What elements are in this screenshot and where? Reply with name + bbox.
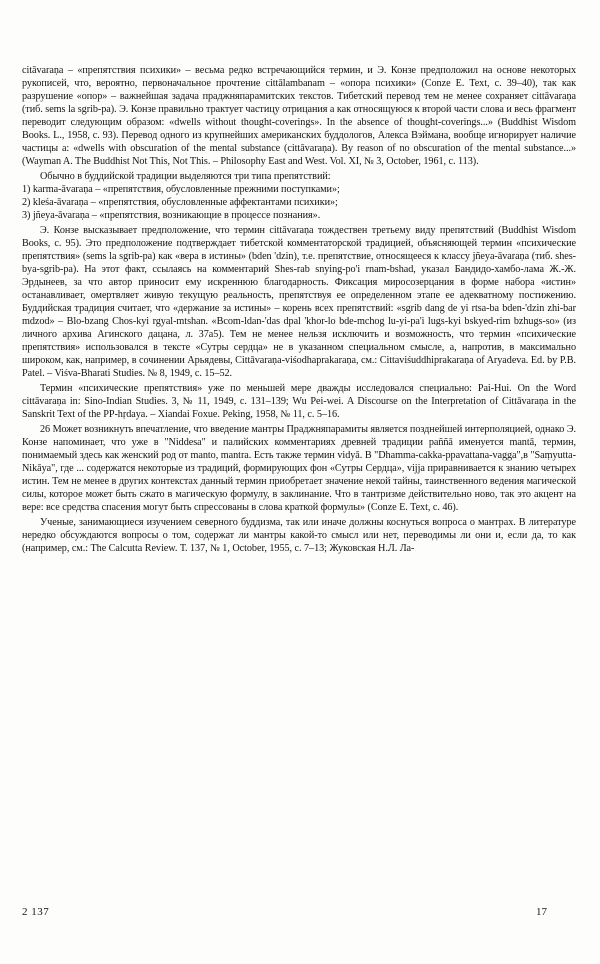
paragraph-obstacle-types-intro: Обычно в буддийской традиции выделяются три типа препятствий:: [40, 171, 331, 182]
paragraph-conze-hypothesis: Э. Конзе высказывает предположение, что термин cittāvaraṇa тождествен третьему виду препятствий (Buddhist Wisdom Books, с. 95). Это предположение подтверждает тибетской комментаторской традицией, объясняющей термин «психические препятствия» (sems la sgrib-pa) как «вера в истины» (bden 'dzin), т.е. препятствие, относящееся к классу jñeya-āvaraṇa (тиб. shes-bya-sgrib-pa). На этот факт, ссылаясь на комментарий Shes-rab snying-po'i rnam-bshad, указал Бандидо-хамбо-лама Ж.-Ж. Эрдынеев, за что автор приносит ему искреннюю благодарность. Фиксация миросозерцания в форме набора «истин» останавливает, омертвляет живую текущую реальность, препятствуя ее определенном этапе ее адекватному постижению. Буддийская традиция считает, что «держание за истины» – корень всех препятствий: «sgrib dang de yi rtsa-ba bden-'dzin zhi-bar mdzod» – Blo-bzang Chos-kyi rgyal-mtshan. «Bcom-ldan-'das dpal 'khor-lo bde-mchog lu-yi-pa'i lugs-kyi bskyed-rim bzhugs-so» (из личного архива Агинского дацана, л. 37а5). Тем не менее нельзя исключить и возможность, что термин «психические препятствия» использовался в тексте «Сутры сердца» не в указанном специальном смысле, а, напротив, в максимально широком, как, например, в сочинении Арьядевы, Cittāvaraṇa-viśodhaprakaraṇa, см.: Cittaviśuddhiprakaraṇa of Aryadeva. Ed. by P.B. Patel. – Viśva-Bharati Studies. № 8, 1949, с. 15–52.: [22, 225, 576, 379]
list-item-karma-avarana: 1) karma-āvaraṇa – «препятствия, обусловленные прежними поступками»;: [22, 184, 340, 195]
page-footer: [0, 906, 600, 922]
list-item-jneya-avarana: 3) jñeya-āvaraṇa – «препятствия, возникающие в процессе познания».: [22, 210, 321, 221]
paragraph-citavarana-note: citāvaraṇa – «препятствия психики» – весьма редко встречающийся термин, и Э. Конзе предположил на основе некоторых рукописей, что, вероятно, первоначальное прочтение cittālambanam – «опора психики» (Conze E. Text, с. 39–40), так как разрушение «опор» – важнейшая задача праджняпарамитских текстов. Тибетский перевод тем не менее сохраняет cittāvaraṇa (тиб. sems la sgrib-pa). Э. Конзе правильно трактует частицу отрицания a как относящуюся к второй части слова и весь фрагмент переводит следующим образом: «dwells without thought-coverings». In the absence of thought-coverings...» (Buddhist Wisdom Books. L., 1958, с. 93). Перевод одного из крупнейших американских буддологов, Алекса Вэймана, вообще игнорирует наличие частицы a: «dwells with obscuration of the mental substance (cittāvaraṇa). By reason of no obscuration of the mental substance...» (Wayman A. The Buddhist Not This, Not This. – Philosophy East and West. Vol. XI, № 3, October, 1961, с. 113).: [22, 65, 576, 167]
printer-signature: 2 137: [22, 906, 50, 918]
footnote-26-mantra: 26 Может возникнуть впечатление, что введение мантры Праджняпарамиты является позднейшей интерполяцией, однако Э. Конзе напоминает, что уже в "Niddesa" и палийских комментариях древней традиции paññā именуется mantā, термин, понимаемый здесь как женский род от manto, mantra. Есть также термин vidyā. В "Dhamma-cakka-ppavattana-vagga",в "Saṃyutta-Nikāya", где ... содержатся некоторые из традиций, формирующих фон «Сутры Сердца», vijja приравнивается к знанию четырех истин. Тем не менее в других контекстах данный термин приобретает значение некой тайны, таинственного ведения магической силы, которое может быть сжато в магическую формулу, в заклинание. Что в тантризме действительно ново, так это акцент на вере: все средства спасения могут быть спрессованы в слова краткой формулы» (Conze E. Text, с. 46).: [22, 424, 576, 513]
page-number: 17: [536, 906, 547, 918]
paragraph-mantra-scholars: Ученые, занимающиеся изучением северного буддизма, так или иначе должны коснуться вопроса о мантрах. В литературе нередко обсуждаются вопросы о том, содержат ли мантры какой-то смысл или нет, переводимы ли они и, если да, то как (например, см.: The Calcutta Review. Т. 137, № 1, October, 1955, с. 7–13; Жуковская Н.Л. Ла-: [22, 517, 576, 554]
body-text: [22, 64, 576, 555]
list-item-klesa-avarana: 2) kleśa-āvaraṇa – «препятствия, обусловленные аффектантами психики»;: [22, 197, 338, 208]
paragraph-term-studies: Термин «психические препятствия» уже по меньшей мере дважды исследовался специально: Pai-Hui. On the Word cittāvaraṇa in: Sino-Indian Studies. 3, № 11, 1949, с. 131–139; Wu Pei-wei. A Discourse on the Interpretation of Cittāvaraṇa in the Sanskrit Text of the PP-hṛdaya. – Xiandai Foxue. Peking, 1958, № 11, с. 5–16.: [22, 383, 576, 420]
